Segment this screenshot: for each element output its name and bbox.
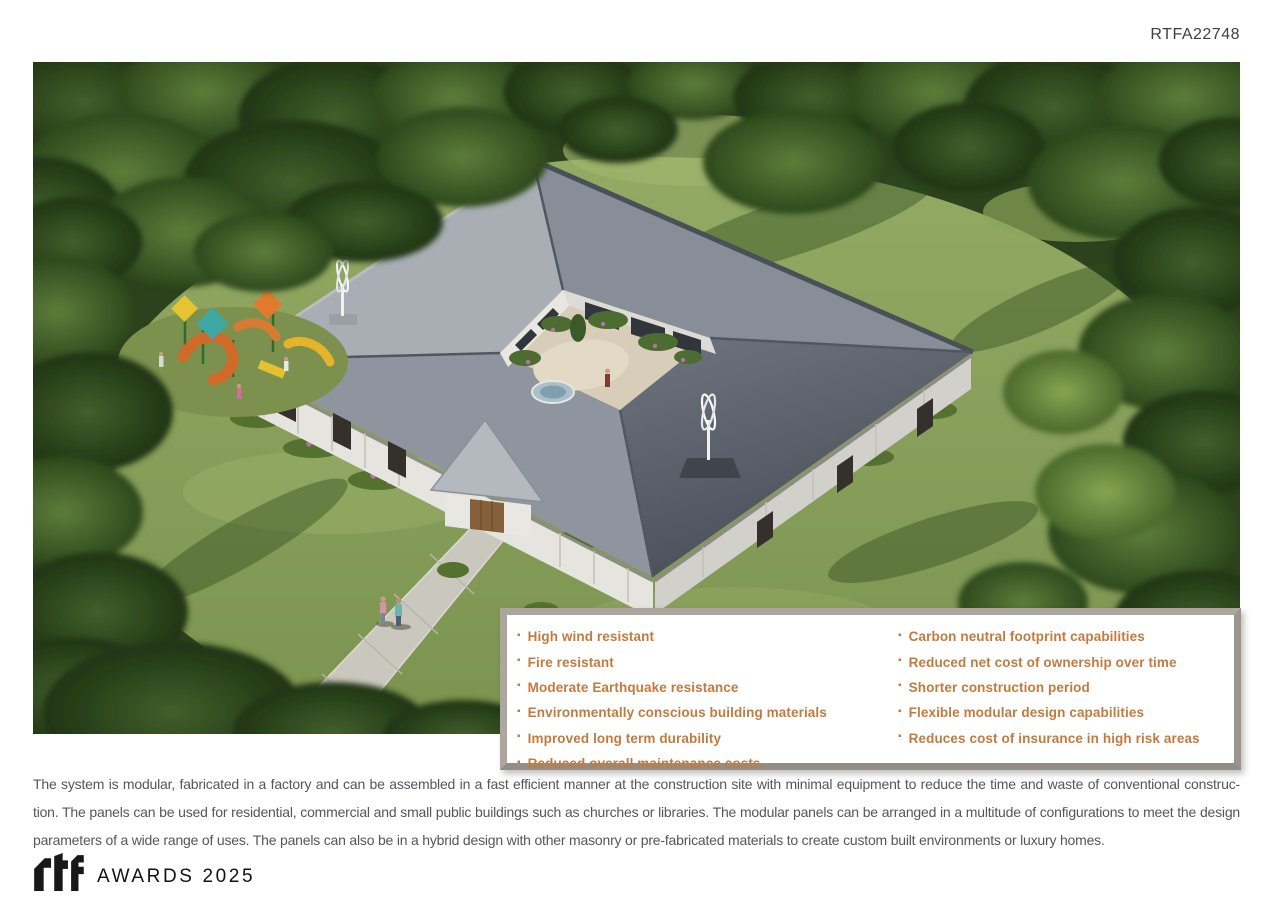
- feature-label: Improved long term durability: [527, 730, 722, 746]
- feature-label: Flexible modular design capabilities: [908, 705, 1145, 721]
- bullet-icon: ▪: [517, 629, 521, 641]
- bullet-icon: ▪: [898, 705, 902, 717]
- bullet-icon: ▪: [898, 655, 902, 667]
- feature-label: Moderate Earthquake resistance: [527, 679, 739, 695]
- feature-item: [898, 624, 1200, 649]
- features-column-right: [898, 624, 1200, 751]
- feature-label: High wind resistant: [527, 629, 655, 645]
- person-courtyard: [605, 374, 610, 387]
- awards-label: AWARDS 2025: [97, 866, 256, 887]
- bullet-icon: ▪: [898, 680, 902, 692]
- feature-label: Reduced net cost of ownership over time: [908, 654, 1177, 670]
- feature-label: Carbon neutral footprint capabilities: [908, 629, 1145, 645]
- feature-item: [898, 700, 1200, 725]
- description-line: tion. The panels can be used for residential, commercial and small public buildings such as churches or libraries. The modular panels can be arranged in a multitude of configurations to meet the design: [33, 804, 1240, 820]
- feature-item: [517, 700, 827, 725]
- description-line: The system is modular, fabricated in a factory and can be assembled in a fast efficient manner at the construction site with minimal equipment to reduce the time and waste of conventional construc-: [33, 776, 1240, 792]
- feature-item: [517, 624, 827, 649]
- description-line: parameters of a wide range of uses. The panels can also be in a hybrid design with other masonry or pre-fabricated materials to create custom built environments or luxury homes.: [33, 832, 1105, 848]
- feature-item: [517, 726, 827, 751]
- bullet-icon: ▪: [517, 655, 521, 667]
- rtf-logo-icon: [33, 853, 86, 891]
- feature-item: [898, 649, 1200, 674]
- bullet-icon: ▪: [898, 731, 902, 743]
- bullet-icon: ▪: [517, 705, 521, 717]
- feature-label: Environmentally conscious building materials: [527, 705, 827, 721]
- bullet-icon: ▪: [517, 756, 521, 768]
- entrance-door: [470, 499, 504, 533]
- feature-label: Reduced overall maintenance costs: [527, 756, 761, 772]
- feature-label: Fire resistant: [527, 654, 614, 670]
- bullet-icon: ▪: [898, 629, 902, 641]
- feature-item: [898, 726, 1200, 751]
- feature-label: Reduces cost of insurance in high risk areas: [908, 730, 1200, 746]
- description-paragraph: [33, 770, 1240, 854]
- bullet-icon: ▪: [517, 680, 521, 692]
- features-column-left: [517, 624, 827, 776]
- rtf-awards-logo: [33, 849, 255, 891]
- submission-code: RTFA22748: [1150, 26, 1240, 43]
- feature-item: [517, 675, 827, 700]
- feature-item: [898, 675, 1200, 700]
- features-box: [500, 608, 1241, 770]
- feature-label: Shorter construction period: [908, 679, 1090, 695]
- feature-item: [517, 649, 827, 674]
- bullet-icon: ▪: [517, 731, 521, 743]
